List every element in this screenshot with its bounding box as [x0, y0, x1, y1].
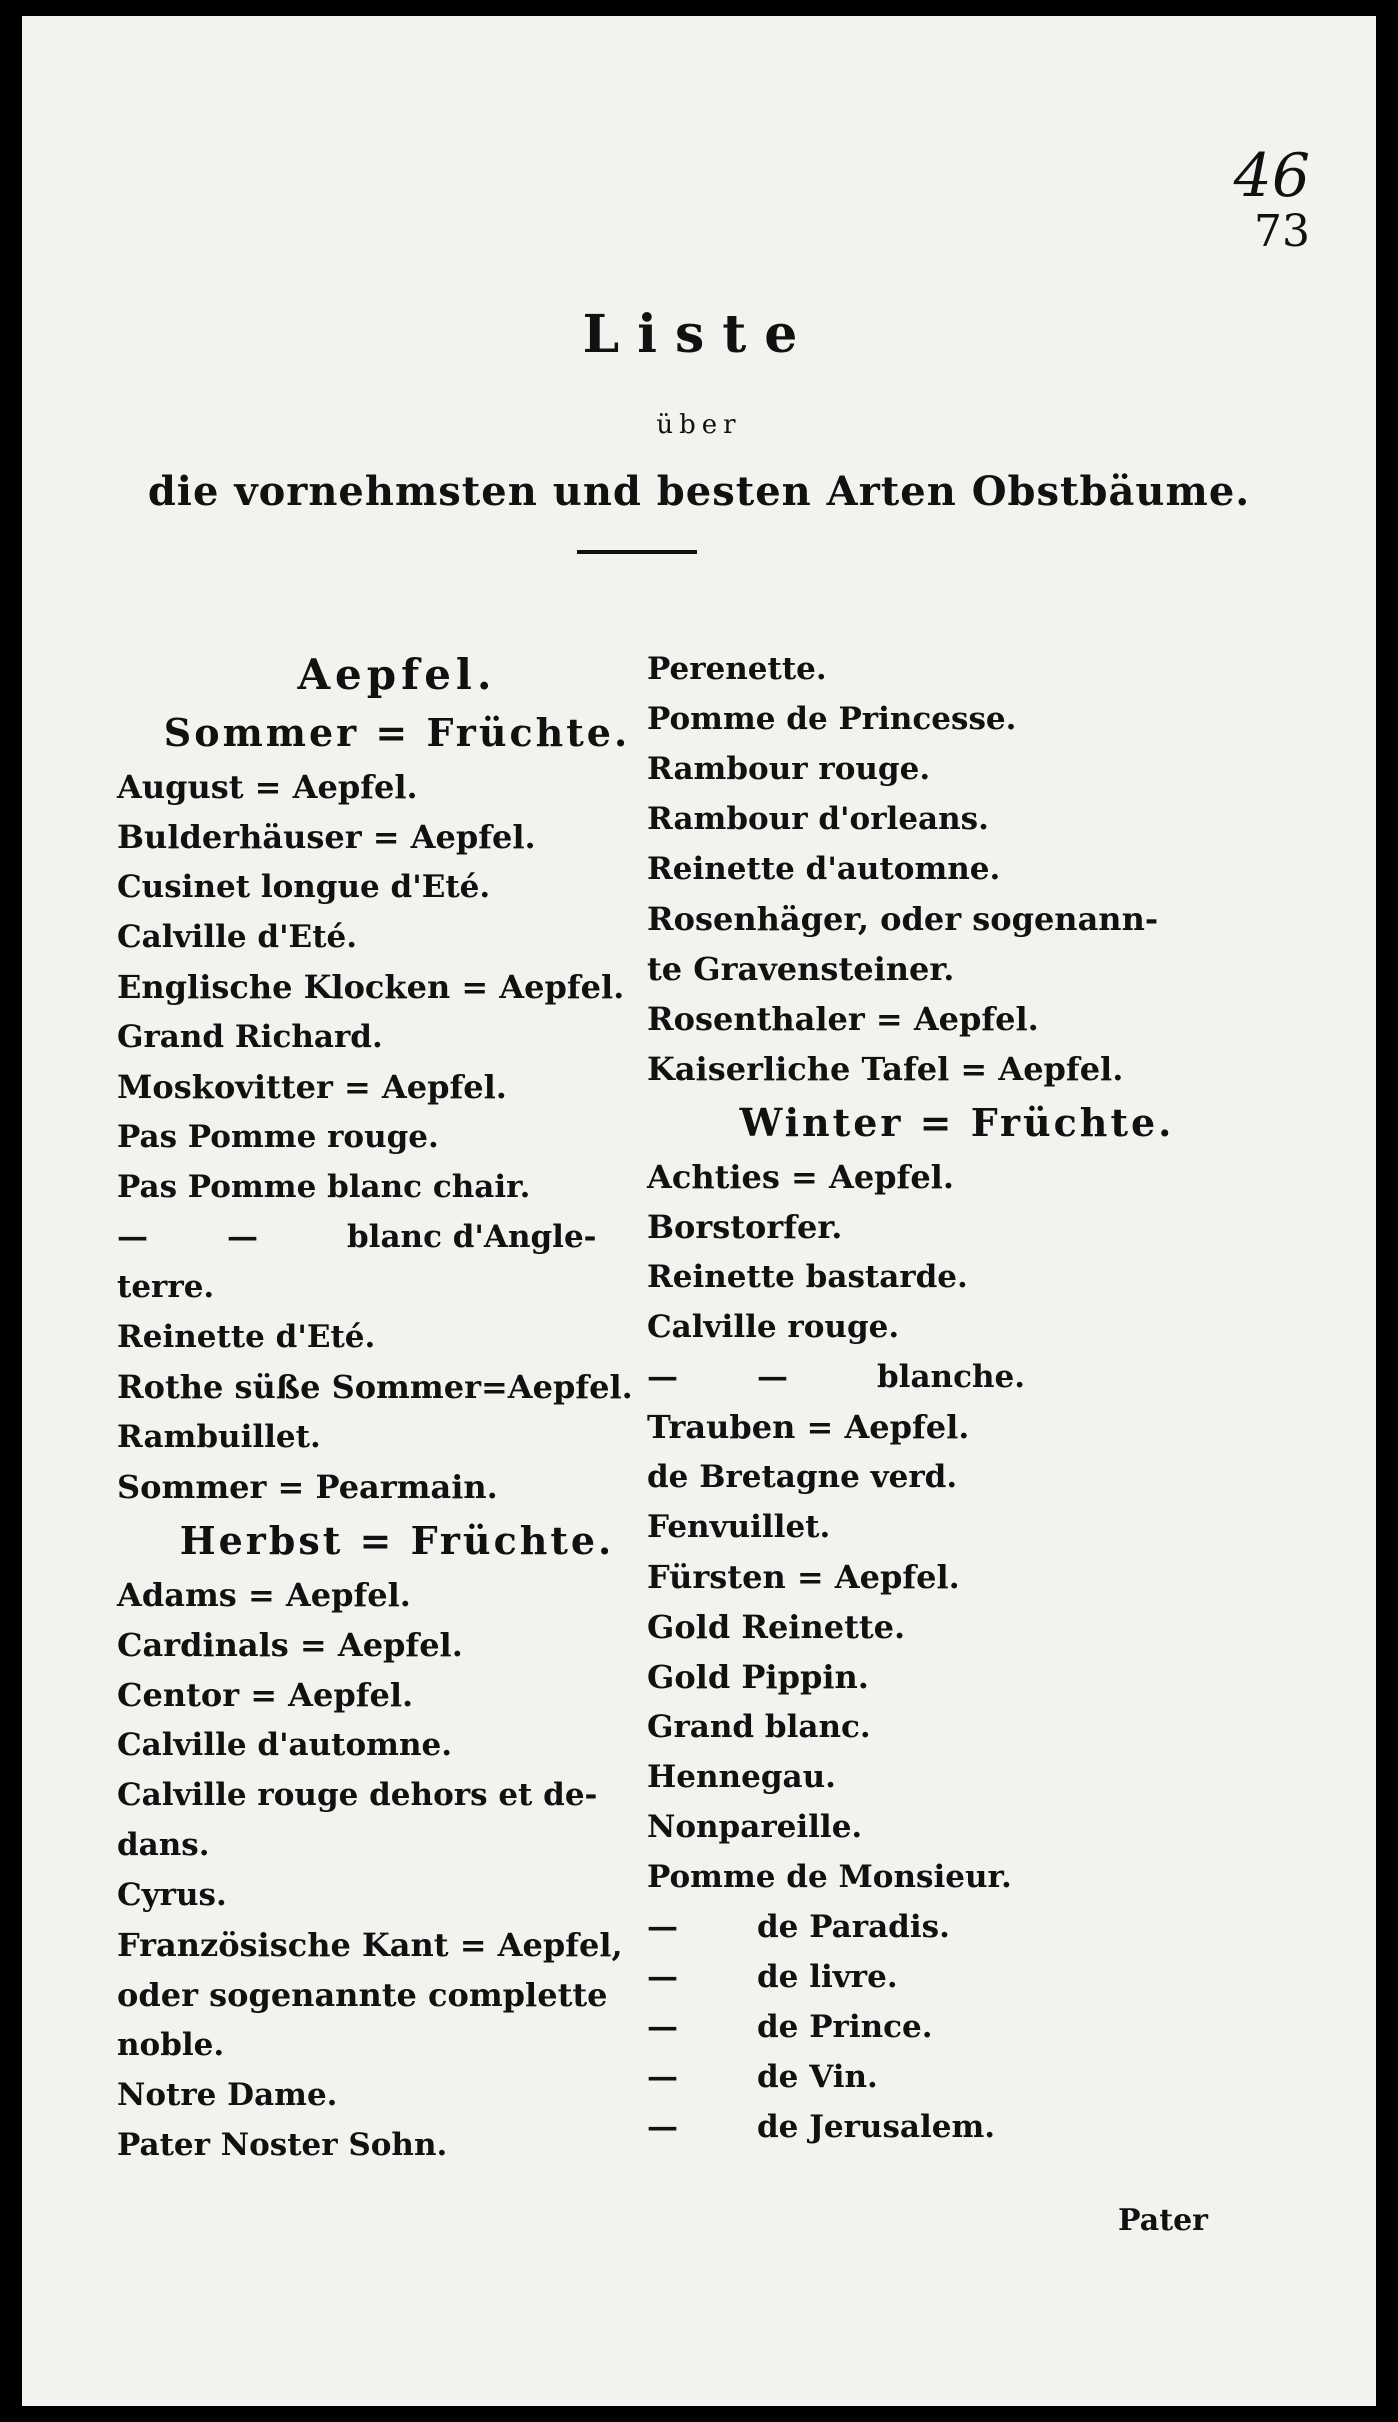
printed-page-number: 73 — [1254, 206, 1310, 257]
list-item: August = Aepfel. — [117, 768, 418, 806]
list-item: Reinette d'automne. — [647, 851, 1001, 887]
ditto-dash: — — [647, 1959, 678, 1995]
list-item: Grand blanc. — [647, 1709, 871, 1745]
list-item-dash — [117, 1212, 677, 1262]
ditto-dash: — — [757, 1359, 788, 1395]
list-item: Cyrus. — [117, 1877, 227, 1913]
ditto-dash: — — [647, 1359, 678, 1395]
handwritten-page-number: 46 — [1233, 141, 1310, 211]
title-ueber: über — [656, 410, 742, 440]
list-item: Calville rouge. — [647, 1309, 900, 1345]
title-liste: Liste — [582, 304, 816, 365]
ditto-dash: — — [647, 2009, 678, 2045]
list-item: Cusinet longue d'Eté. — [117, 869, 491, 905]
ditto-dash: — — [647, 1909, 678, 1945]
list-item-dash — [647, 1952, 1267, 2002]
list-item: Hennegau. — [647, 1759, 836, 1795]
list-item: Adams = Aepfel. — [117, 1576, 411, 1614]
list-item: noble. — [117, 2027, 225, 2063]
list-item: Achties = Aepfel. — [647, 1158, 954, 1196]
list-item: Kaiserliche Tafel = Aepfel. — [647, 1050, 1124, 1088]
list-item: Reinette d'Eté. — [117, 1319, 376, 1355]
section-heading-aepfel: Aepfel. — [297, 650, 497, 699]
list-item: Trauben = Aepfel. — [647, 1408, 970, 1446]
document-page — [22, 16, 1376, 2406]
list-item-text: blanche. — [877, 1359, 1026, 1395]
list-item: Rosenthaler = Aepfel. — [647, 1000, 1039, 1038]
ditto-dash: — — [647, 2109, 678, 2145]
list-item: Moskovitter = Aepfel. — [117, 1068, 507, 1106]
list-item: te Gravensteiner. — [647, 950, 955, 988]
list-item: Centor = Aepfel. — [117, 1676, 414, 1714]
list-item: Calville d'automne. — [117, 1727, 453, 1763]
list-item: Rosenhäger, oder sogenann- — [647, 900, 1159, 938]
list-item-dash — [647, 2102, 1267, 2152]
list-item-text: de Prince. — [757, 2009, 933, 2045]
list-item-dash — [647, 1352, 1267, 1402]
list-item: Notre Dame. — [117, 2077, 338, 2113]
list-item: Pomme de Princesse. — [647, 701, 1017, 737]
ditto-dash: — — [227, 1219, 258, 1255]
list-item: Bulderhäuser = Aepfel. — [117, 818, 536, 856]
list-item: Französische Kant = Aepfel, — [117, 1926, 623, 1964]
list-item: Pas Pomme blanc chair. — [117, 1169, 531, 1205]
section-heading-winter: Winter = Früchte. — [739, 1100, 1175, 1145]
list-item: Borstorfer. — [647, 1208, 843, 1246]
list-item: oder sogenannte complette — [117, 1976, 608, 2014]
list-item: Perenette. — [647, 651, 827, 687]
list-item: Calville rouge dehors et de- — [117, 1777, 598, 1813]
title-subject: die vornehmsten und besten Arten Obstbäume. — [147, 468, 1251, 515]
list-item: Rambuillet. — [117, 1419, 321, 1455]
list-item-dash — [647, 1902, 1267, 1952]
list-item: Rambour rouge. — [647, 751, 931, 787]
title-rule — [577, 550, 697, 554]
list-item: Calville d'Eté. — [117, 919, 358, 955]
list-item: Sommer = Pearmain. — [117, 1468, 498, 1506]
section-heading-herbst: Herbst = Früchte. — [179, 1518, 615, 1563]
list-item: Pas Pomme rouge. — [117, 1119, 439, 1155]
list-item: Englische Klocken = Aepfel. — [117, 968, 625, 1006]
list-item: Gold Reinette. — [647, 1608, 906, 1646]
list-item: Fürsten = Aepfel. — [647, 1558, 960, 1596]
list-item-text: de Vin. — [757, 2059, 878, 2095]
list-item: Pomme de Monsieur. — [647, 1859, 1012, 1895]
list-item-text: de Jerusalem. — [757, 2109, 996, 2145]
list-item-text: de Paradis. — [757, 1909, 950, 1945]
list-item-dash — [647, 2052, 1267, 2102]
list-item: de Bretagne verd. — [647, 1459, 958, 1495]
page-number — [1233, 141, 1310, 257]
list-item: Grand Richard. — [117, 1019, 383, 1055]
list-item: dans. — [117, 1827, 210, 1863]
list-item-text: de livre. — [757, 1959, 898, 1995]
list-item-dash — [647, 2002, 1267, 2052]
list-item: Nonpareille. — [647, 1809, 863, 1845]
list-item: Rambour d'orleans. — [647, 801, 989, 837]
list-item: Pater Noster Sohn. — [117, 2127, 448, 2163]
list-item: terre. — [117, 1269, 215, 1305]
list-item: Fenvuillet. — [647, 1509, 831, 1545]
catchword: Pater — [1118, 2203, 1208, 2238]
list-item: Cardinals = Aepfel. — [117, 1626, 463, 1664]
list-item: Rothe süße Sommer=Aepfel. — [117, 1368, 633, 1406]
left-column — [117, 646, 677, 2170]
ditto-dash: — — [647, 2059, 678, 2095]
ditto-dash: — — [117, 1219, 148, 1255]
list-item: Gold Pippin. — [647, 1658, 869, 1696]
list-item-text: blanc d'Angle- — [347, 1219, 597, 1255]
section-heading-sommer: Sommer = Früchte. — [163, 710, 631, 755]
right-column — [647, 644, 1267, 2152]
list-item: Reinette bastarde. — [647, 1259, 968, 1295]
